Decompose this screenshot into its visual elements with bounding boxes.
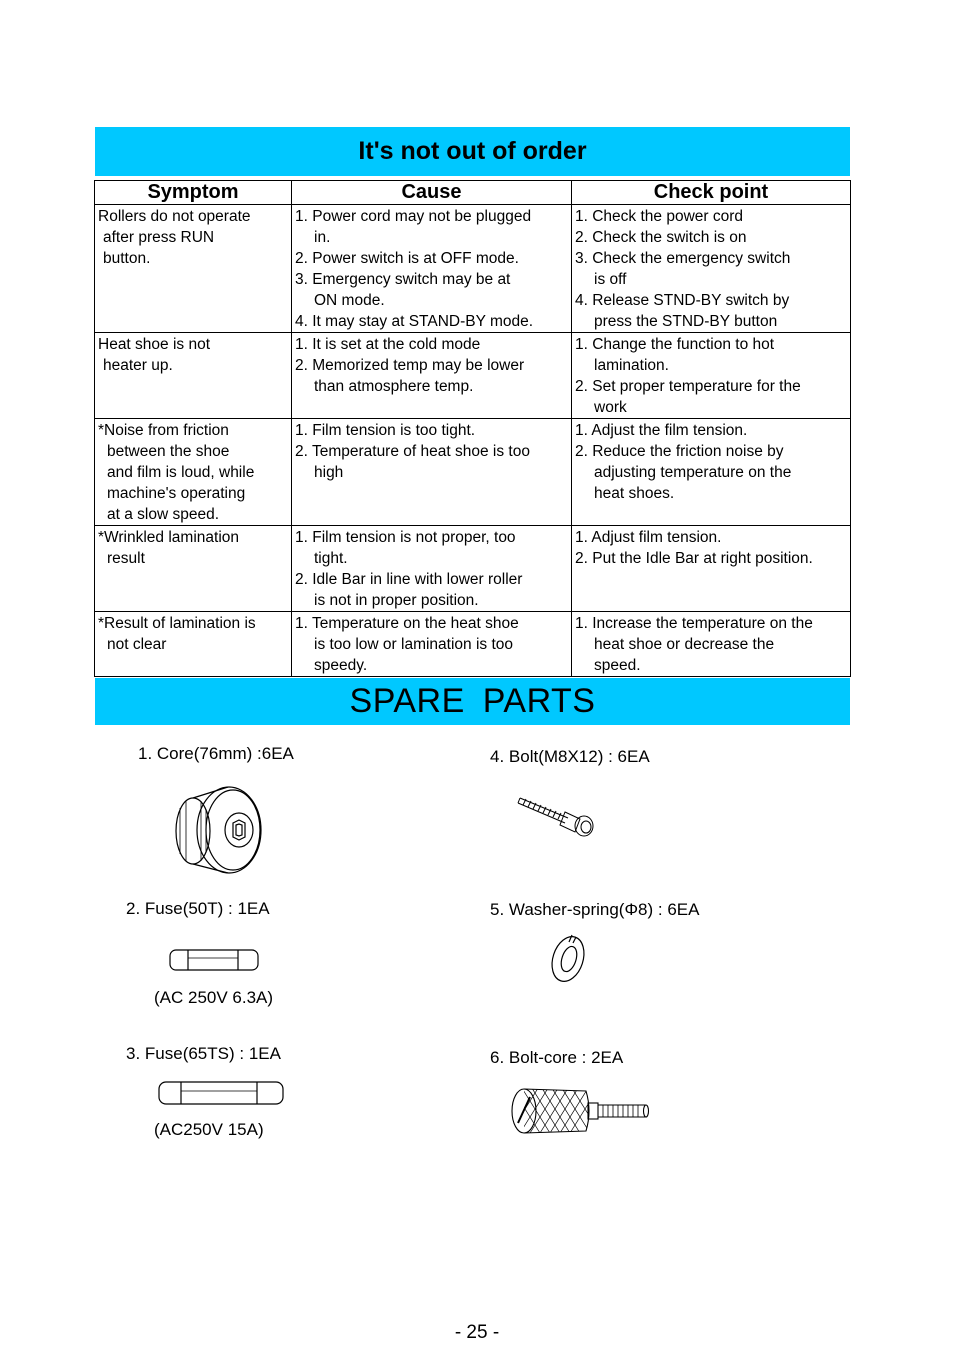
cause-line: tight. [314, 550, 348, 567]
check-line: 2. Check the switch is on [575, 229, 747, 246]
header-symptom: Symptom [95, 181, 292, 205]
part-washer-label: 5. Washer-spring(Φ8) : 6EA [490, 900, 700, 919]
check-line: work [594, 399, 627, 416]
cause-line: 2. Power switch is at OFF mode. [295, 250, 519, 267]
symptom-line: not clear [107, 636, 167, 653]
spare-parts-banner [95, 678, 850, 725]
cause-line: in. [314, 229, 331, 246]
check-cell [572, 612, 851, 677]
part-fuse-50t-rating: (AC 250V 6.3A) [154, 988, 274, 1007]
part-fuse-65ts-rating: (AC250V 15A) [154, 1120, 264, 1139]
cause-line: 1. Temperature on the heat shoe [295, 615, 519, 632]
bolt-icon [518, 792, 600, 840]
symptom-line: button. [103, 250, 151, 267]
check-line: 1. Adjust film tension. [575, 529, 722, 546]
symptom-cell [95, 205, 292, 333]
bolt-core-icon [510, 1085, 652, 1137]
core-icon [166, 785, 264, 877]
check-line: 4. Release STND-BY switch by [575, 292, 790, 309]
check-line: 1. Change the function to hot [575, 336, 775, 353]
symptom-line: machine's operating [107, 485, 246, 502]
part-fuse-50t-label: 2. Fuse(50T) : 1EA [126, 899, 270, 918]
symptom-line: result [107, 550, 145, 567]
washer-icon [546, 932, 592, 984]
cause-cell [292, 612, 572, 677]
cause-line: ON mode. [314, 292, 385, 309]
symptom-line: after press RUN [103, 229, 215, 246]
check-line: is off [594, 271, 627, 288]
table-row [95, 333, 851, 419]
cause-line: 2. Idle Bar in line with lower roller [295, 571, 523, 588]
cause-cell [292, 526, 572, 612]
table-row [95, 419, 851, 526]
check-line: 2. Set proper temperature for the [575, 378, 801, 395]
cause-cell [292, 419, 572, 526]
cause-line: 4. It may stay at STAND-BY mode. [295, 313, 534, 330]
cause-line: speedy. [314, 657, 368, 674]
symptom-line: at a slow speed. [107, 506, 220, 523]
cause-line: 2. Temperature of heat shoe is too [295, 443, 530, 460]
symptom-line: *Result of lamination is [98, 615, 256, 632]
check-line: 1. Check the power cord [575, 208, 744, 225]
symptom-line: heater up. [103, 357, 173, 374]
fuse-icon [157, 1080, 285, 1106]
check-line: lamination. [594, 357, 669, 374]
check-line: heat shoes. [594, 485, 675, 502]
check-line: 2. Put the Idle Bar at right position. [575, 550, 813, 567]
check-cell [572, 526, 851, 612]
cause-line: 1. Power cord may not be plugged [295, 208, 532, 225]
symptom-cell [95, 526, 292, 612]
check-line: speed. [594, 657, 641, 674]
troubleshoot-table [94, 180, 851, 677]
header-check-point: Check point [572, 181, 851, 205]
check-cell [572, 419, 851, 526]
check-line: 3. Check the emergency switch [575, 250, 791, 267]
fuse-icon [168, 948, 260, 972]
cause-line: 1. Film tension is not proper, too [295, 529, 516, 546]
symptom-line: Heat shoe is not [98, 336, 211, 353]
cause-line: 3. Emergency switch may be at [295, 271, 511, 288]
check-cell [572, 205, 851, 333]
symptom-line: *Wrinkled lamination [98, 529, 239, 546]
check-line: 2. Reduce the friction noise by [575, 443, 784, 460]
part-fuse-65ts-label: 3. Fuse(65TS) : 1EA [126, 1044, 281, 1063]
cause-line: 2. Memorized temp may be lower [295, 357, 525, 374]
check-line: heat shoe or decrease the [594, 636, 775, 653]
table-row [95, 205, 851, 333]
part-bolt-label: 4. Bolt(M8X12) : 6EA [490, 747, 650, 766]
cause-line: high [314, 464, 344, 481]
part-core-label: 1. Core(76mm) :6EA [138, 744, 294, 763]
cause-line: than atmosphere temp. [314, 378, 474, 395]
part-bolt-core-label: 6. Bolt-core : 2EA [490, 1048, 624, 1067]
cause-cell [292, 333, 572, 419]
symptom-line: Rollers do not operate [98, 208, 251, 225]
spare-parts-title: SPARE PARTS [349, 682, 596, 720]
table-row [95, 612, 851, 677]
cause-line: is not in proper position. [314, 592, 479, 609]
table-row [95, 526, 851, 612]
symptom-line: and film is loud, while [107, 464, 255, 481]
symptom-cell [95, 419, 292, 526]
check-line: 1. Increase the temperature on the [575, 615, 813, 632]
check-line: adjusting temperature on the [594, 464, 792, 481]
page-number: - 25 - [454, 1322, 500, 1343]
cause-line: 1. Film tension is too tight. [295, 422, 476, 439]
check-line: 1. Adjust the film tension. [575, 422, 748, 439]
symptom-line: between the shoe [107, 443, 230, 460]
check-line: press the STND-BY button [594, 313, 778, 330]
troubleshoot-title: It's not out of order [358, 137, 587, 165]
symptom-cell [95, 612, 292, 677]
table-header-row [95, 181, 851, 205]
check-cell [572, 333, 851, 419]
cause-cell [292, 205, 572, 333]
cause-line: 1. It is set at the cold mode [295, 336, 481, 353]
symptom-line: *Noise from friction [98, 422, 229, 439]
symptom-cell [95, 333, 292, 419]
header-cause: Cause [292, 181, 572, 205]
cause-line: is too low or lamination is too [314, 636, 514, 653]
troubleshoot-banner [95, 127, 850, 176]
